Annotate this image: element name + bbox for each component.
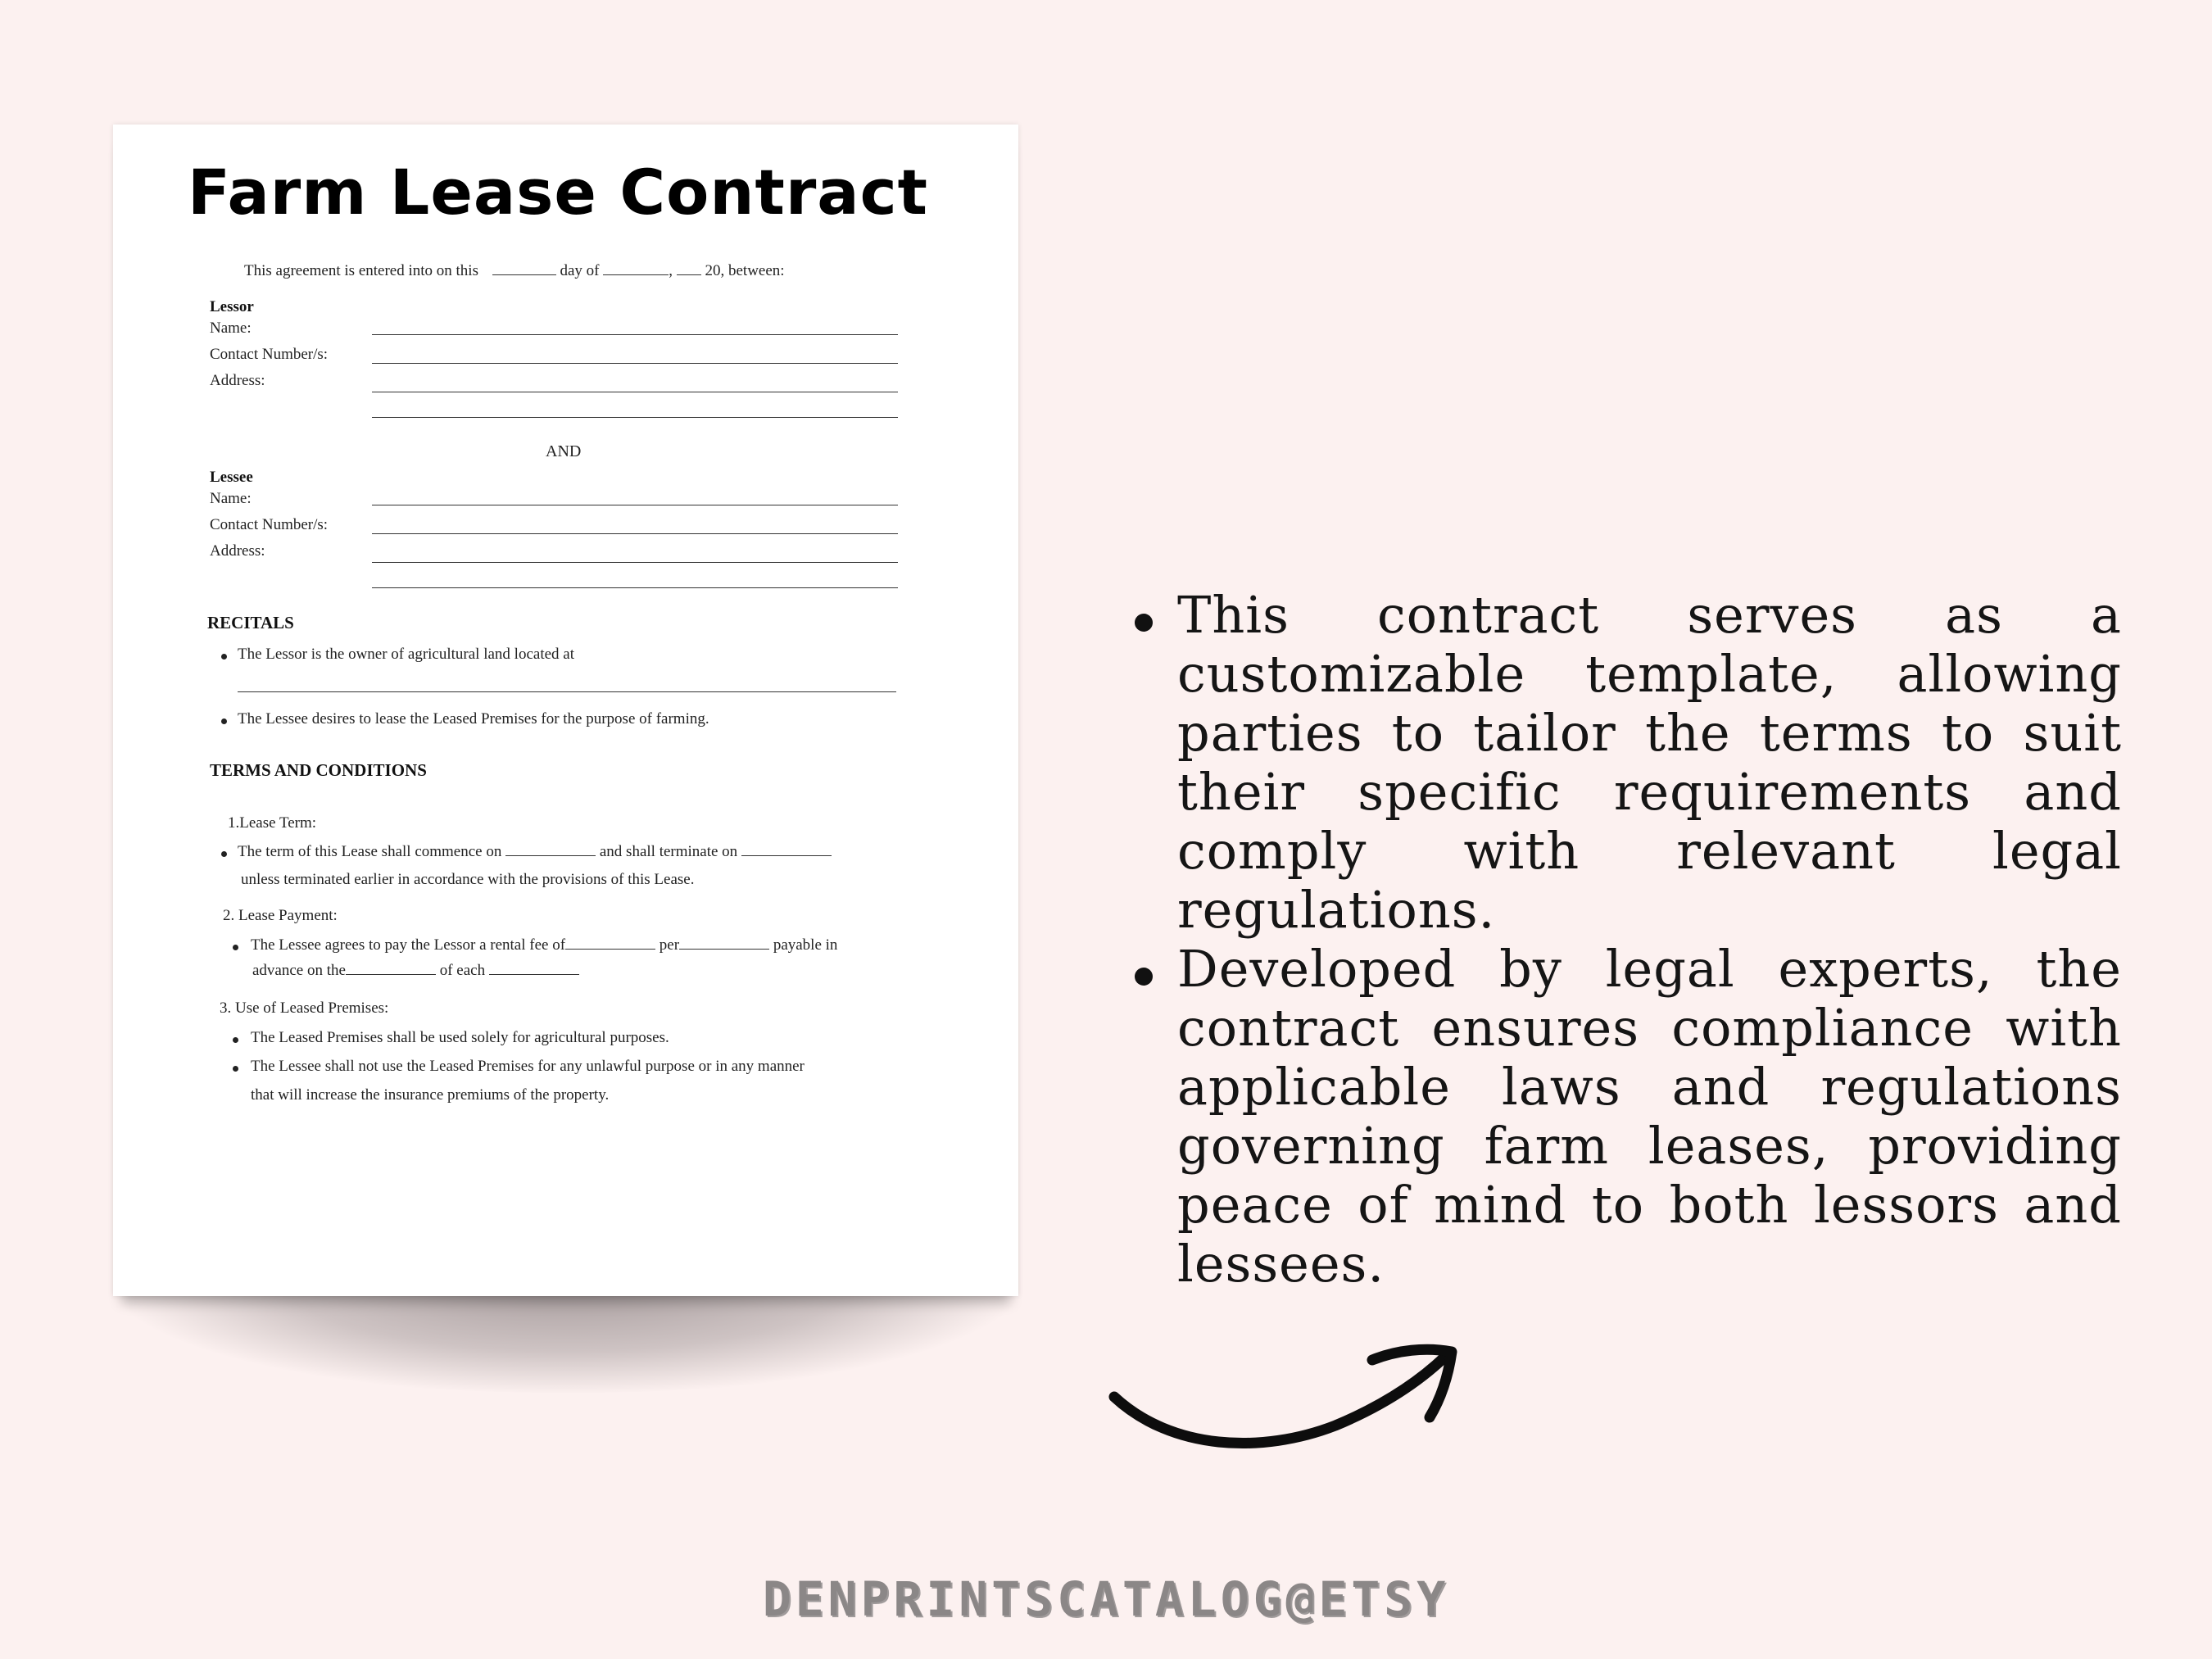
curved-arrow-icon [1098, 1335, 1475, 1475]
description-text-1: This contract serves as a customizable template, allowing parties to tailor the terms to suit their specific requirements and comply with relevant legal regulations. [1177, 585, 2122, 940]
lessee-name-label: Name: [210, 490, 252, 507]
day-blank [492, 263, 556, 275]
intro-line [244, 262, 785, 280]
product-description [1135, 586, 2122, 1294]
bullet-dot-icon [221, 718, 227, 724]
due-day-blank [346, 963, 436, 975]
description-bullet-1 [1135, 586, 2122, 940]
lease-payment-text-e: of each [439, 962, 486, 979]
lease-payment-text-a: The Lessee agrees to pay the Lessor a rental fee of [251, 936, 566, 954]
lessee-address-line-2 [372, 587, 898, 588]
lessee-address-line-1 [372, 562, 898, 563]
bullet-dot-icon [1135, 614, 1153, 632]
lessor-contact-line [372, 363, 898, 364]
shop-watermark: DENPRINTSCATALOG@ETSY [762, 1571, 1450, 1627]
intro-text-2: day of [560, 262, 600, 279]
terminate-date-blank [741, 844, 832, 856]
description-bullet-2 [1135, 940, 2122, 1294]
description-text-2: Developed by legal experts, the contract ensures compliance with applicable laws and regulations governing farm leases, providing peace of mind to both lessors and lessees. [1177, 939, 2122, 1294]
recital-item-1: The Lessor is the owner of agricultural land located at [238, 646, 574, 663]
use-premises-item-2-line-1: The Lessee shall not use the Leased Premises for any unlawful purpose or in any manner [251, 1058, 805, 1075]
rental-fee-blank [565, 937, 655, 950]
lease-payment-line-2 [252, 962, 579, 980]
recital-item-2: The Lessee desires to lease the Leased Premises for the purpose of farming. [238, 710, 709, 728]
bullet-dot-icon [221, 654, 227, 660]
bullet-dot-icon [221, 851, 227, 857]
lease-payment-text-c: payable in [773, 936, 838, 954]
month-blank [603, 263, 669, 275]
intro-text-3: , [669, 262, 673, 279]
lessor-contact-label: Contact Number/s: [210, 346, 329, 363]
lease-term-line-1 [238, 843, 832, 861]
bullet-dot-icon [1135, 968, 1153, 986]
lessee-contact-line [372, 533, 898, 534]
lease-term-text-b: and shall terminate on [599, 843, 738, 860]
lessee-contact-label: Contact Number/s: [210, 516, 329, 533]
use-premises-item-2-line-2: that will increase the insurance premiums of the property. [251, 1086, 610, 1104]
bullet-dot-icon [233, 945, 238, 950]
lessor-name-line [372, 334, 898, 335]
contract-document-page [113, 125, 1018, 1296]
period-blank [679, 937, 769, 950]
lease-payment-line-1 [251, 936, 837, 954]
lessor-address-label: Address: [210, 372, 265, 389]
land-location-line [238, 691, 896, 692]
intro-text-1: This agreement is entered into on this [244, 262, 478, 279]
use-premises-item-1: The Leased Premises shall be used solely for agricultural purposes. [251, 1029, 669, 1046]
lessee-address-label: Address: [210, 542, 265, 560]
lease-payment-text-b: per [659, 936, 680, 954]
lessor-heading: Lessor [210, 298, 254, 315]
lease-term-title: 1.Lease Term: [228, 814, 317, 832]
use-premises-title: 3. Use of Leased Premises: [220, 999, 389, 1017]
billing-period-blank [489, 963, 579, 975]
bullet-dot-icon [233, 1066, 238, 1072]
bullet-dot-icon [233, 1037, 238, 1043]
commence-date-blank [505, 844, 596, 856]
lease-payment-title: 2. Lease Payment: [223, 907, 338, 924]
lessee-heading: Lessee [210, 469, 253, 486]
lease-term-text-a: The term of this Lease shall commence on [238, 843, 502, 860]
intro-text-4: 20, between: [705, 262, 785, 279]
year-blank [677, 263, 701, 275]
lessor-address-line-2 [372, 417, 898, 418]
lease-term-line-2: unless terminated earlier in accordance with the provisions of this Lease. [241, 871, 695, 888]
terms-heading: TERMS AND CONDITIONS [210, 760, 427, 780]
and-separator: AND [546, 442, 582, 460]
document-title: Farm Lease Contract [188, 156, 928, 229]
recitals-heading: RECITALS [207, 613, 294, 632]
lease-payment-text-d: advance on the [252, 962, 346, 979]
lessor-name-label: Name: [210, 320, 252, 337]
